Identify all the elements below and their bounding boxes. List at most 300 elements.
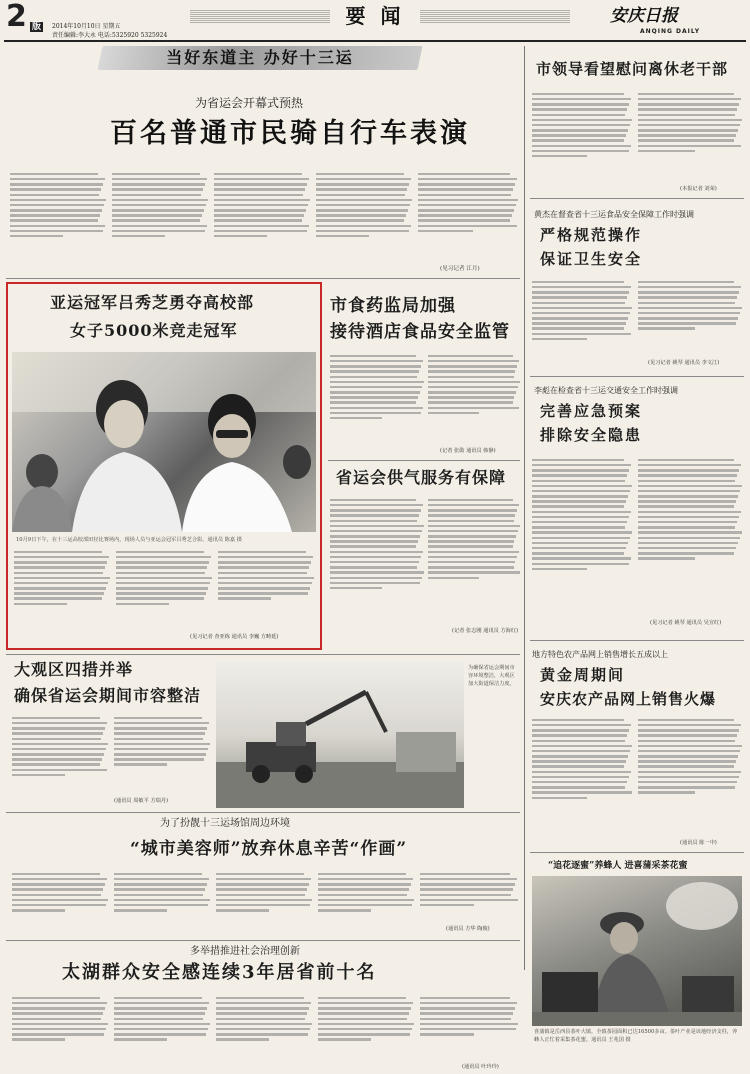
text-line xyxy=(638,729,739,731)
text-line xyxy=(428,545,513,547)
text-line xyxy=(12,904,106,906)
text-line xyxy=(532,281,624,283)
text-line xyxy=(638,734,737,736)
text-line xyxy=(12,1012,103,1014)
text-line xyxy=(114,763,167,765)
barber-kicker: 为了扮靓十三运场馆周边环境 xyxy=(160,818,290,829)
text-line xyxy=(216,1002,311,1004)
text-line xyxy=(12,769,107,771)
text-line xyxy=(638,307,742,309)
text-line xyxy=(638,296,737,298)
text-line xyxy=(112,178,207,180)
champion-byline: (见习记者 查亚栋 通讯员 李巍 方畴延) xyxy=(190,634,279,640)
text-line xyxy=(114,722,209,724)
text-line xyxy=(418,209,514,211)
text-line xyxy=(214,194,303,196)
cadres-body-1 xyxy=(532,90,632,194)
text-line xyxy=(218,592,308,594)
text-line xyxy=(12,883,105,885)
text-line xyxy=(532,552,624,554)
text-line xyxy=(428,391,516,393)
text-line xyxy=(638,139,734,141)
text-line xyxy=(116,577,212,579)
text-line xyxy=(116,561,209,563)
food-safety-body-2 xyxy=(638,278,742,358)
text-line xyxy=(316,235,369,237)
text-line xyxy=(318,1007,411,1009)
bike-bottom-rule xyxy=(6,278,520,279)
text-line xyxy=(12,748,106,750)
text-line xyxy=(218,597,271,599)
text-line xyxy=(12,743,108,745)
text-line xyxy=(532,755,628,757)
text-line xyxy=(116,587,208,589)
text-line xyxy=(638,490,740,492)
text-line xyxy=(330,556,421,558)
text-line xyxy=(14,572,103,574)
text-line xyxy=(420,1023,518,1025)
text-line xyxy=(532,103,629,105)
text-line xyxy=(112,188,203,190)
text-line xyxy=(330,582,420,584)
section-title: 要 闻 xyxy=(345,4,405,28)
text-line xyxy=(12,909,65,911)
text-line xyxy=(428,407,519,409)
market-body-2 xyxy=(114,714,210,794)
taihu-headline: 太湖群众安全感连续3年居省前十名 xyxy=(62,962,377,983)
text-line xyxy=(420,899,518,901)
text-line xyxy=(12,753,104,755)
text-line xyxy=(330,391,420,393)
text-line xyxy=(316,194,405,196)
text-line xyxy=(638,317,738,319)
text-line xyxy=(330,412,421,414)
text-line xyxy=(638,552,734,554)
text-line xyxy=(638,750,740,752)
text-line xyxy=(532,786,625,788)
text-line xyxy=(112,235,165,237)
text-line xyxy=(420,1033,474,1035)
text-line xyxy=(316,225,411,227)
text-line xyxy=(112,173,200,175)
barber-body-4 xyxy=(318,870,414,934)
text-line xyxy=(638,781,737,783)
taihu-kicker: 多举措推进社会治理创新 xyxy=(190,946,300,957)
text-line xyxy=(14,566,105,568)
text-line xyxy=(214,225,309,227)
text-line xyxy=(114,1012,205,1014)
text-line xyxy=(214,199,310,201)
text-line xyxy=(112,183,205,185)
champion-body-3 xyxy=(218,548,314,630)
text-line xyxy=(330,561,419,563)
text-line xyxy=(532,312,630,314)
text-line xyxy=(418,219,510,221)
text-line xyxy=(318,873,406,875)
text-line xyxy=(638,464,741,466)
text-line xyxy=(638,531,742,533)
text-line xyxy=(330,587,382,589)
text-line xyxy=(532,286,631,288)
champion-headline-2: 女子5000米竞走冠军 xyxy=(70,321,238,340)
text-line xyxy=(638,480,735,482)
bee-photo-caption: 喜蒲镇是岳西县茶叶大镇，全镇茶园面积已达16500多亩。茶叶产业是该地经济支柱，养蜂人正忙着采集茶花蜜。通讯员 王兆国 摄 xyxy=(534,1029,738,1043)
text-line xyxy=(532,474,627,476)
text-line xyxy=(114,738,203,740)
text-line xyxy=(14,551,102,553)
text-line xyxy=(532,296,627,298)
taihu-body-4 xyxy=(318,994,414,1070)
text-line xyxy=(330,360,423,362)
taihu-byline: (通讯员 叶玲玲) xyxy=(462,1064,499,1070)
text-line xyxy=(428,540,514,542)
text-line xyxy=(330,401,416,403)
text-line xyxy=(532,531,632,533)
barber-body-3 xyxy=(216,870,312,934)
text-line xyxy=(638,516,739,518)
text-line xyxy=(330,355,416,357)
text-line xyxy=(638,114,735,116)
text-line xyxy=(428,556,517,558)
text-line xyxy=(532,317,628,319)
text-line xyxy=(638,150,695,152)
text-line xyxy=(10,225,105,227)
text-line xyxy=(638,124,740,126)
text-line xyxy=(330,571,424,573)
text-line xyxy=(216,1033,308,1035)
market-top-rule xyxy=(6,654,520,655)
barber-body-2 xyxy=(114,870,210,934)
text-line xyxy=(638,281,734,283)
text-line xyxy=(214,209,306,211)
bike-kicker: 为省运会开幕式预热 xyxy=(195,96,304,110)
power-headline: 省运会供气服务有保障 xyxy=(336,468,507,487)
champion-headline-1: 亚运冠军吕秀芝勇夺高校部 xyxy=(50,293,255,312)
food-hotel-body-1 xyxy=(330,352,424,456)
text-line xyxy=(114,1007,207,1009)
text-line xyxy=(12,894,101,896)
text-line xyxy=(532,797,587,799)
text-line xyxy=(532,322,626,324)
text-line xyxy=(638,286,741,288)
text-line xyxy=(532,291,629,293)
text-line xyxy=(532,505,624,507)
ecommerce-headline-1: 黄金周期间 xyxy=(540,666,626,684)
text-line xyxy=(14,592,104,594)
text-line xyxy=(532,302,625,304)
text-line xyxy=(12,722,107,724)
text-line xyxy=(638,786,735,788)
text-line xyxy=(14,603,67,605)
text-line xyxy=(638,302,735,304)
bike-body-3 xyxy=(214,170,310,274)
text-line xyxy=(114,753,206,755)
text-line xyxy=(532,745,632,747)
text-line xyxy=(428,360,519,362)
text-line xyxy=(532,490,630,492)
text-line xyxy=(116,556,211,558)
text-line xyxy=(420,883,515,885)
text-line xyxy=(112,225,207,227)
cadres-body-2 xyxy=(638,90,742,186)
text-line xyxy=(114,1023,210,1025)
text-line xyxy=(12,1028,106,1030)
text-line xyxy=(318,899,414,901)
traffic-headline-1: 完善应急预案 xyxy=(540,402,643,420)
text-line xyxy=(12,1018,101,1020)
text-line xyxy=(114,904,208,906)
text-line xyxy=(216,1007,309,1009)
text-line xyxy=(638,291,739,293)
text-line xyxy=(638,93,734,95)
text-line xyxy=(214,230,307,232)
text-line xyxy=(428,509,517,511)
text-line xyxy=(638,791,695,793)
text-line xyxy=(638,459,734,461)
text-line xyxy=(532,771,631,773)
text-line xyxy=(330,381,424,383)
text-line xyxy=(116,597,204,599)
text-line xyxy=(114,1038,167,1040)
text-line xyxy=(638,557,695,559)
text-line xyxy=(418,230,473,232)
text-line xyxy=(638,765,734,767)
text-line xyxy=(418,173,510,175)
text-line xyxy=(116,592,206,594)
text-line xyxy=(214,183,307,185)
text-line xyxy=(214,204,308,206)
text-line xyxy=(532,495,628,497)
text-line xyxy=(418,188,513,190)
text-line xyxy=(216,909,269,911)
text-line xyxy=(12,997,100,999)
text-line xyxy=(318,894,407,896)
text-line xyxy=(532,511,631,513)
text-line xyxy=(532,150,629,152)
text-line xyxy=(114,732,205,734)
text-line xyxy=(638,724,741,726)
text-line xyxy=(214,173,302,175)
text-line xyxy=(318,904,412,906)
market-headline-2: 确保省运会期间市容整洁 xyxy=(14,686,202,705)
taihu-body-1 xyxy=(12,994,108,1070)
market-byline: (通讯员 周敏平 方瑞丹) xyxy=(114,798,169,804)
text-line xyxy=(10,178,105,180)
text-line xyxy=(420,1028,516,1030)
ecommerce-rule xyxy=(530,852,744,853)
traffic-body-2 xyxy=(638,456,742,616)
text-line xyxy=(318,878,413,880)
taihu-top-rule xyxy=(6,940,520,941)
taihu-body-3 xyxy=(216,994,312,1070)
text-line xyxy=(10,199,106,201)
text-line xyxy=(12,774,65,776)
text-line xyxy=(532,327,624,329)
text-line xyxy=(428,535,516,537)
text-line xyxy=(330,535,420,537)
text-line xyxy=(638,129,738,131)
text-line xyxy=(216,1038,269,1040)
text-line xyxy=(330,545,416,547)
text-line xyxy=(10,209,102,211)
text-line xyxy=(216,997,304,999)
text-line xyxy=(638,547,736,549)
text-line xyxy=(428,381,520,383)
text-line xyxy=(330,540,418,542)
text-line xyxy=(216,899,312,901)
text-line xyxy=(316,199,412,201)
traffic-body-1 xyxy=(532,456,632,632)
text-line xyxy=(532,781,627,783)
text-line xyxy=(318,1002,413,1004)
text-line xyxy=(316,204,410,206)
text-line xyxy=(532,139,624,141)
masthead-stripe-left xyxy=(190,10,330,24)
text-line xyxy=(330,509,421,511)
text-line xyxy=(532,155,587,157)
text-line xyxy=(428,504,519,506)
text-line xyxy=(638,771,741,773)
text-line xyxy=(418,178,517,180)
text-line xyxy=(532,469,629,471)
date-line: 2014年10月10日 星期五 xyxy=(52,23,121,30)
text-line xyxy=(532,114,625,116)
bike-body-4 xyxy=(316,170,412,274)
text-line xyxy=(420,873,510,875)
text-line xyxy=(216,1023,312,1025)
text-line xyxy=(10,173,98,175)
text-line xyxy=(216,1028,310,1030)
text-line xyxy=(116,566,207,568)
text-line xyxy=(318,1033,410,1035)
text-line xyxy=(638,505,734,507)
text-line xyxy=(316,209,408,211)
text-line xyxy=(316,183,409,185)
taihu-body-5 xyxy=(420,994,518,1062)
text-line xyxy=(418,183,515,185)
text-line xyxy=(318,1038,371,1040)
text-line xyxy=(638,760,736,762)
cadres-rule xyxy=(530,198,744,199)
text-line xyxy=(532,750,630,752)
bike-body-2 xyxy=(112,170,208,274)
text-line xyxy=(112,214,202,216)
text-line xyxy=(112,209,204,211)
text-line xyxy=(532,485,632,487)
power-body-1 xyxy=(330,496,424,644)
text-line xyxy=(14,582,108,584)
taihu-body-2 xyxy=(114,994,210,1070)
text-line xyxy=(218,587,310,589)
text-line xyxy=(532,500,626,502)
text-line xyxy=(12,1038,65,1040)
text-line xyxy=(12,878,107,880)
text-line xyxy=(114,717,202,719)
text-line xyxy=(114,758,204,760)
text-line xyxy=(418,214,512,216)
text-line xyxy=(638,719,734,721)
text-line xyxy=(114,743,210,745)
text-line xyxy=(638,511,741,513)
barber-body-5 xyxy=(420,870,518,926)
text-line xyxy=(216,904,310,906)
text-line xyxy=(116,572,205,574)
text-line xyxy=(638,526,735,528)
text-line xyxy=(218,577,314,579)
text-line xyxy=(532,760,626,762)
text-line xyxy=(114,899,210,901)
text-line xyxy=(218,572,307,574)
text-line xyxy=(532,134,626,136)
text-line xyxy=(638,740,735,742)
text-line xyxy=(428,365,517,367)
text-line xyxy=(214,188,305,190)
text-line xyxy=(318,1018,407,1020)
text-line xyxy=(428,370,515,372)
text-line xyxy=(14,587,106,589)
cadres-headline: 市领导看望慰问离休老干部 xyxy=(536,60,729,78)
text-line xyxy=(114,997,202,999)
market-photo-caption: 为确保省运会期间市容环境整洁，大观区加大街道保洁力度。 xyxy=(468,665,515,687)
champion-body-1 xyxy=(14,548,110,642)
text-line xyxy=(112,194,201,196)
text-line xyxy=(532,765,624,767)
masthead-stripe-right xyxy=(420,10,570,24)
champion-photo-caption: 10月9日下午，在十三运高校部田径比赛场内，现场人员与亚运会冠军吕秀芝合影。通讯员 陈嘉 摄 xyxy=(16,537,242,543)
food-safety-rule xyxy=(530,376,744,377)
text-line xyxy=(532,459,624,461)
text-line xyxy=(12,1033,104,1035)
text-line xyxy=(532,145,631,147)
text-line xyxy=(12,758,102,760)
champion-body-2 xyxy=(116,548,212,642)
text-line xyxy=(218,566,309,568)
text-line xyxy=(114,1033,206,1035)
text-line xyxy=(10,219,98,221)
text-line xyxy=(532,124,630,126)
text-line xyxy=(638,745,742,747)
text-line xyxy=(114,1028,208,1030)
text-line xyxy=(428,376,514,378)
ecommerce-body-2 xyxy=(638,716,742,840)
text-line xyxy=(532,776,629,778)
text-line xyxy=(216,894,305,896)
text-line xyxy=(114,873,202,875)
text-line xyxy=(114,883,207,885)
text-line xyxy=(114,727,207,729)
text-line xyxy=(532,557,631,559)
text-line xyxy=(532,542,628,544)
text-line xyxy=(420,1012,513,1014)
text-line xyxy=(638,500,736,502)
text-line xyxy=(116,603,169,605)
text-line xyxy=(14,556,109,558)
traffic-rule xyxy=(530,640,744,641)
text-line xyxy=(638,312,740,314)
text-line xyxy=(532,719,624,721)
text-line xyxy=(10,183,103,185)
text-line xyxy=(638,327,695,329)
text-line xyxy=(330,514,419,516)
text-line xyxy=(532,791,632,793)
text-line xyxy=(316,219,404,221)
text-line xyxy=(214,178,309,180)
text-line xyxy=(330,577,422,579)
text-line xyxy=(532,516,629,518)
text-line xyxy=(420,878,517,880)
text-line xyxy=(316,230,409,232)
text-line xyxy=(428,571,520,573)
